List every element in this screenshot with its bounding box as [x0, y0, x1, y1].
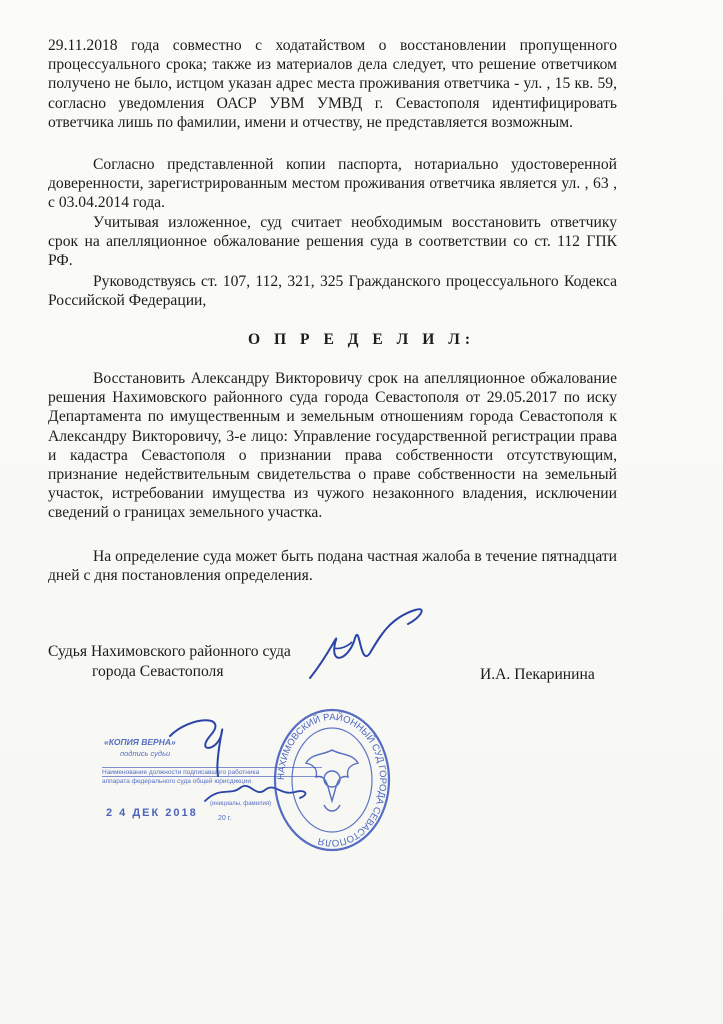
- paragraph-block-3: [48, 213, 617, 271]
- paragraph-passport: Согласно представленной копии паспорта, нотариально удостоверенной доверенности, зарегистрированным местом проживания ответчика является ул. , 63 , с 03.04.2014 года.: [48, 156, 617, 212]
- copy-stamp-position: Наименование должности подписавшего работника: [102, 767, 322, 776]
- paragraph-block-2: [48, 155, 617, 213]
- paragraph-block-4: [48, 272, 617, 310]
- paragraph-motion-context: 29.11.2018 года совместно с ходатайством о восстановлении пропущенного процессуального срока; также из материалов дела следует, что решение ответчиком получено не было, истцом указан адрес места проживания ответчика - ул. , 15 кв. 59, согласно уведомления ОАСР УВМ УМВД г. Севастополя идентифицировать ответчика лишь по фамилии, имени и отчеству, не представляется возможным.: [48, 37, 617, 131]
- copy-stamp-subtitle: подпись судьи: [120, 749, 171, 758]
- eagle-emblem-icon: [306, 750, 358, 811]
- copy-stamp-date: 2 4 ДЕК 2018: [106, 807, 198, 819]
- copy-stamp-year: 20 г.: [218, 815, 232, 822]
- judge-signature: [300, 598, 450, 698]
- svg-text:НАХИМОВСКИЙ РАЙОННЫЙ СУД ГОРОД: [276, 711, 388, 848]
- judge-title-line2: города Севастополя: [92, 663, 224, 680]
- paragraph-block-6: [48, 547, 617, 585]
- paragraph-block-5: [48, 369, 617, 523]
- judge-title-line1: Судья Нахимовского районного суда: [48, 643, 291, 660]
- seal-text: НАХИМОВСКИЙ РАЙОННЫЙ СУД ГОРОДА СЕВАСТОПОЛЯ: [275, 711, 389, 849]
- paragraph-block-1: [48, 36, 617, 132]
- paragraph-considering: Учитывая изложенное, суд считает необходимым восстановить ответчику срок на апелляционное обжалование решения суда в соответствии со ст. 112 ГПК РФ.: [48, 214, 617, 270]
- ruling-heading: О П Р Е Д Е Л И Л:: [247, 331, 476, 348]
- paragraph-appeal-notice: На определение суда может быть подана частная жалоба в течение пятнадцати дней с дня постановления определения.: [48, 548, 617, 585]
- court-round-seal: [272, 705, 392, 855]
- copy-stamp-court: аппарата федерального суда общей юрисдикции: [102, 776, 322, 785]
- judge-name: И.А. Пекаринина: [480, 666, 595, 683]
- paragraph-guided-by: Руководствуясь ст. 107, 112, 321, 325 Гражданского процессуального Кодекса Российской Федерации,: [48, 273, 617, 310]
- paragraph-ruling: Восстановить Александру Викторовичу срок на апелляционное обжалование решения Нахимовского районного суда города Севастополя от 29.05.2017 по иску Департамента по имущественным и земельным отношениям города Севастополя к Александру Викторовичу, 3-е лицо: Управление государственной регистрации права и кадастра Севастополя о признании права собственности отсутствующим, признание недействительным свидетельства о праве собственности на земельный участок, истребовании имущества из чужого незаконного владения, исключении сведений о границах земельного участка.: [48, 370, 617, 522]
- copy-stamp-initials: (инициалы, фамилия): [210, 801, 272, 807]
- judge-title: [48, 642, 291, 682]
- copy-stamp-title: «КОПИЯ ВЕРНА»: [104, 737, 176, 747]
